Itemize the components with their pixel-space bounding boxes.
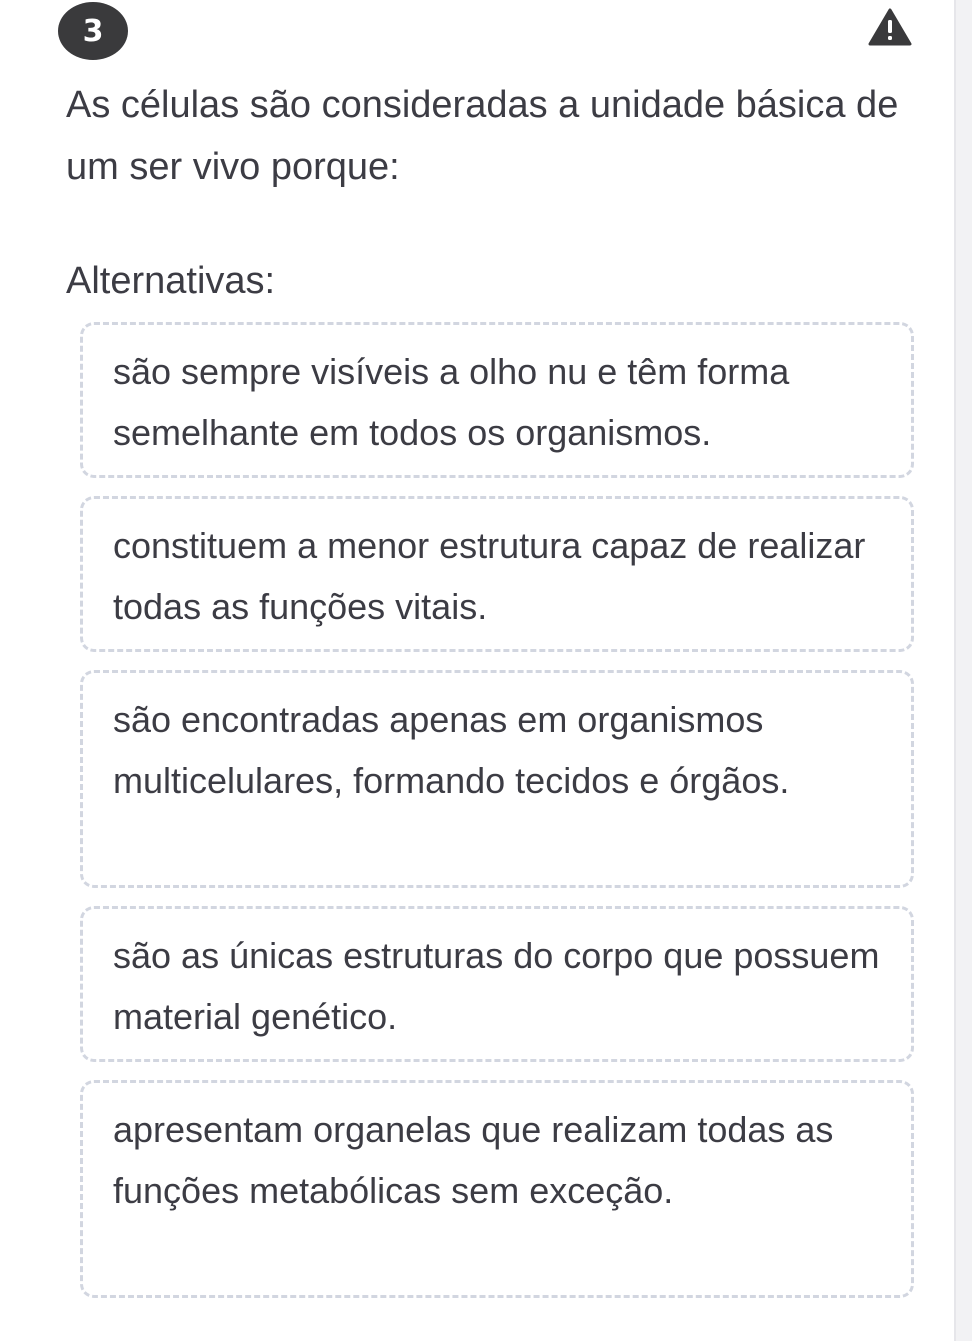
question-text: As células são consideradas a unidade básica de um ser vivo porque:	[66, 84, 899, 188]
option-1[interactable]: são sempre visíveis a olho nu e têm forma semelhante em todos os organismos.	[80, 322, 914, 478]
option-5[interactable]: apresentam organelas que realizam todas as funções metabólicas sem exceção.	[80, 1080, 914, 1298]
option-3[interactable]: são encontradas apenas em organismos multicelulares, formando tecidos e órgãos.	[80, 670, 914, 888]
option-2[interactable]: constituem a menor estrutura capaz de realizar todas as funções vitais.	[80, 496, 914, 652]
option-4[interactable]: são as únicas estruturas do corpo que possuem material genético.	[80, 906, 914, 1062]
alert-triangle-icon[interactable]	[868, 8, 912, 46]
alternatives-label: Alternativas:	[66, 260, 276, 302]
question-number-badge: 3	[58, 2, 128, 60]
